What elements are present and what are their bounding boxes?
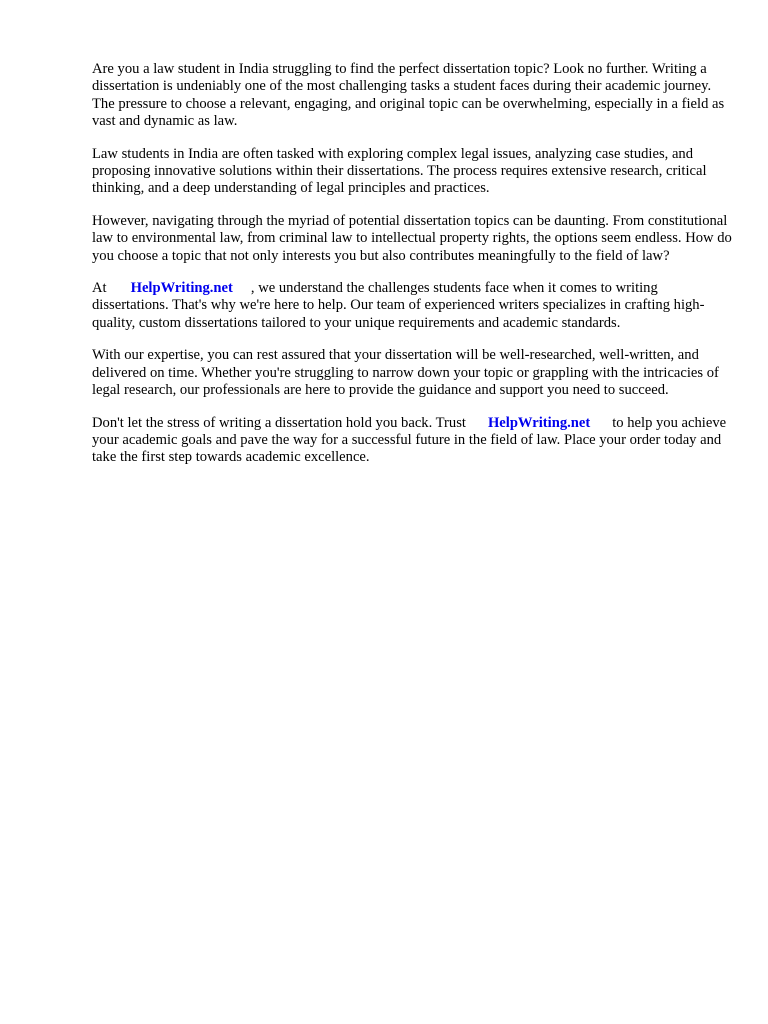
document-body [92,61,732,482]
paragraph-prefix-text: Don't let the stress of writing a dissertation hold you back. Trust [92,414,466,431]
paragraph-helpwriting-intro [92,280,732,332]
paragraph-prefix-text: At [92,280,107,297]
paragraph-expertise: With our expertise, you can rest assured that your dissertation will be well-researched, well-written, and delivered on time. Whether you're struggling to narrow down your topic or grappling with the intricacies of legal research, our professionals are here to provide the guidance and support you need to succeed. [92,347,719,399]
paragraph-call-to-action [92,415,732,467]
paragraph-navigating-topics: However, navigating through the myriad of potential dissertation topics can be daunting. From constitutional law to environmental law, from criminal law to intellectual property rights, the options seem endless. How do you choose a topic that not only interests you but also contributes meaningfully to the field of law? [92,212,732,264]
paragraph-law-students: Law students in India are often tasked with exploring complex legal issues, analyzing case studies, and proposing innovative solutions within their dissertations. The process requires extensive research, critical thinking, and a deep understanding of legal principles and practices. [92,145,707,197]
helpwriting-link[interactable]: HelpWriting.net [130,280,233,297]
paragraph-suffix-text: , we understand the challenges students face when it comes to writing dissertations. That's why we're here to help. Our team of experienced writers specializes in crafting high-quality, custom dissertations tailored to your unique requirements and academic standards. [92,280,705,331]
paragraph-suffix-text: to help you achieve your academic goals and pave the way for a successful future in the field of law. Place your order today and take the first step towards academic excellence. [92,414,727,466]
paragraph-intro: Are you a law student in India struggling to find the perfect dissertation topic? Look no further. Writing a dissertation is undeniably one of the most challenging tasks a student faces during their academic journey. The pressure to choose a relevant, engaging, and original topic can be overwhelming, especially in a field as vast and dynamic as law. [92,61,725,130]
helpwriting-link[interactable]: HelpWriting.net [487,414,591,431]
